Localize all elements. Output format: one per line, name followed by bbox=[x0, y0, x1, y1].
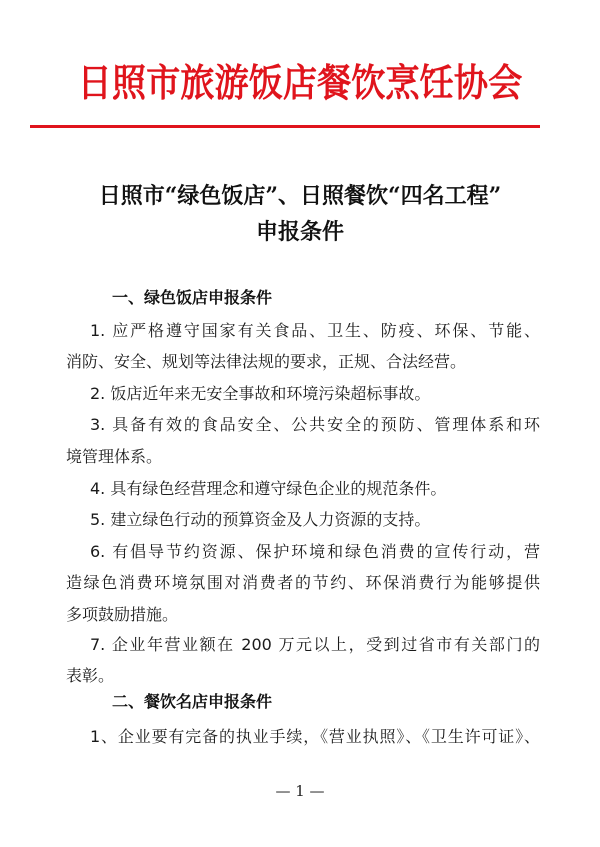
document-title-line-1: 日照市“绿色饭店”、日照餐饮“四名工程” bbox=[98, 183, 502, 209]
paragraph-line: 6. 有倡导节约资源、保护环境和绿色消费的宣传行动，营 bbox=[90, 542, 540, 561]
letterhead-organization-name: 日照市旅游饭店餐饮烹饪协会 bbox=[77, 60, 523, 105]
paragraph-line: 5. 建立绿色行动的预算资金及人力资源的支持。 bbox=[90, 510, 431, 529]
paragraph-line: 多项鼓励措施。 bbox=[66, 605, 179, 624]
paragraph-line: 1、企业要有完备的执业手续，《营业执照》、《卫生许可证》、 bbox=[90, 727, 540, 746]
paragraph-line: 造绿色消费环境氛围对消费者的节约、环保消费行为能够提供 bbox=[66, 573, 540, 592]
page-number: — 1 — bbox=[275, 782, 325, 800]
paragraph-line: 境管理体系。 bbox=[66, 447, 163, 466]
paragraph-line: 消防、安全、规划等法律法规的要求，正规、合法经营。 bbox=[66, 352, 467, 371]
section-heading-famous-restaurant: 二、餐饮名店申报条件 bbox=[112, 692, 273, 711]
document-title-line-2: 申报条件 bbox=[255, 219, 344, 245]
section-heading-green-hotel: 一、绿色饭店申报条件 bbox=[112, 288, 273, 307]
paragraph-line: 表彰。 bbox=[66, 666, 115, 685]
paragraph-line: 7. 企业年营业额在 200 万元以上，受到过省市有关部门的 bbox=[90, 635, 540, 654]
paragraph-line: 1. 应严格遵守国家有关食品、卫生、防疫、环保、节能、 bbox=[90, 321, 540, 340]
paragraph-line: 3. 具备有效的食品安全、公共安全的预防、管理体系和环 bbox=[90, 415, 540, 434]
paragraph-line: 2. 饭店近年来无安全事故和环境污染超标事故。 bbox=[90, 384, 431, 403]
paragraph-line: 4. 具有绿色经营理念和遵守绿色企业的规范条件。 bbox=[90, 479, 447, 498]
letterhead-red-rule bbox=[30, 125, 540, 128]
